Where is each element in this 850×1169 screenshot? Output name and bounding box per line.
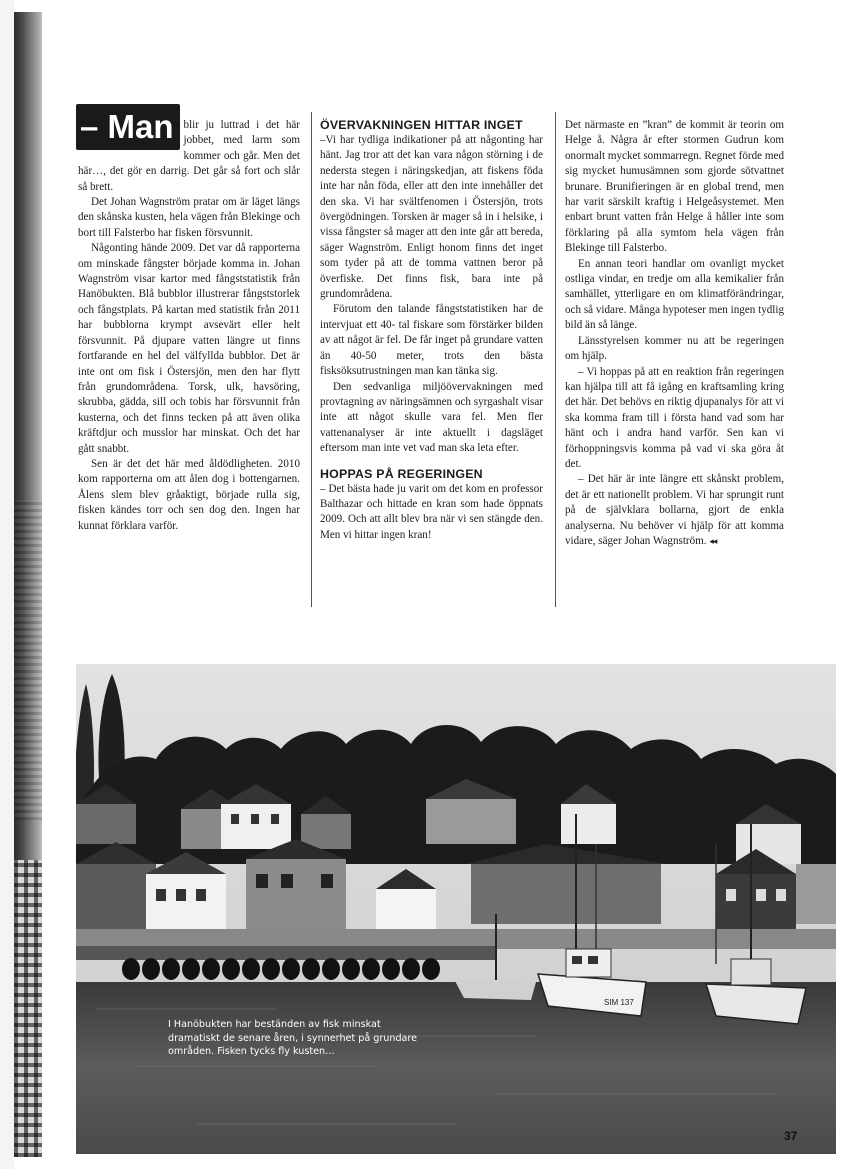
paragraph-text: – Det här är inte längre ett skånskt problem, det är ett nationellt problem. Vi har sprungit runt på de självklara bollarna, gjort de enkla analyserna. Nu behöver vi hjälp för att komma vidare, säger Johan Wagnström. (565, 473, 784, 547)
column-divider (555, 112, 556, 607)
paragraph: Det Johan Wagnström pratar om är läget längs den skånska kusten, hela vägen från Blekinge och bort till Falsterbo har fisken försvunnit. (78, 196, 300, 239)
column-divider (311, 112, 312, 607)
boat-number: SIM 137 (604, 998, 634, 1007)
page-margin (0, 0, 14, 1169)
binding-shadow (14, 500, 42, 820)
caption-line: I Hanöbukten har beständen av fisk minskat (168, 1019, 381, 1030)
article-column-3 (565, 118, 784, 549)
paragraph: –Vi har tydliga indikationer på att någonting har hänt. Jag tror att det kan vara någon störning i de nedersta stegen i näringskedjan, att fiskens föda inte har nån föda, eller att den inte innehåller det den ska. Vi har svältfenomen i Östersjön, trots övergödningen. Torsken är mager så in i helsike, i vissa fångster så mager att den inte går att bereda, säger Wagnström. Enligt honom finns det inget som tyder på att de tomma vattnen beror på överfiske. Det finns fisk, bara inte på grundområdena. (320, 134, 543, 301)
paragraph: – Vi hoppas på att en reaktion från regeringen kan hjälpa till att få igång en kraftsamling kring det här. Det behövs en riktig djupanalys för att vi ska komma fram till i första hand vad som har hänt och i andra hand varför. Sen kan vi förhoppningsvis komma på vad vi ska göra åt det. (565, 365, 784, 470)
harbor-illustration (76, 664, 836, 1154)
caption-line: områden. Fisken tycks fly kusten… (168, 1046, 335, 1058)
paragraph: Någonting hände 2009. Det var då rapporterna om minskade fångster började komma in. Johan Wagnström visar kartor med fångststatistik från Hanöbukten. Blå bubblor illustrerar fångststorlek och fångstplats. På kartan med statistik från 2011 har bubblorna krympt avsevärt eller helt försvunnit. På djupare vatten längre ut finns fortfarande en hel del välfyllda bubblor. Det är inte ont om fisk i Östersjön, men den har flytt från grundområdena. Torsk, ulk, havsöring, skrubba, gädda, sill och tobis har försvunnit från kusterna, och det finns tecken på att även olika kräftdjur och musslor har minskat. Och det har gått snabbt. (78, 242, 300, 455)
paragraph: Förutom den talande fångststatistiken har de intervjuat ett 40- tal fiskare som förstärker bilden av att något är fel. De får inget på grundare vatten än 40-50 meter, trots den bästa fisksöksutrustningen man kan tänka sig. (320, 303, 543, 378)
end-mark: ◂◂ (709, 535, 717, 546)
section-heading: HOPPAS PÅ REGERINGEN (320, 466, 483, 481)
paragraph: – Det bästa hade ju varit om det kom en professor Balthazar och hittade en kran som hade öppnats 2009. Och att allt blev bra när vi sen stängde den. Men vi hittar ingen kran! (320, 482, 543, 541)
binding-pattern (14, 860, 42, 1157)
article-column-1 (78, 108, 300, 534)
section-heading: ÖVERVAKNINGEN HITTAR INGET (320, 118, 523, 132)
paragraph: Den sedvanliga miljöövervakningen med provtagning av näringsämnen och syrgashalt visar inte att något skulle vara fel. Men fler vattenanalyser är inte aktuellt i dagsläget eftersom man inte vet vad man ska leta efter. (320, 380, 543, 455)
paragraph: blir ju luttrad i det här jobbet, med larm som kommer och går. Men det här…, det gör en darrig. Det går så fort och slår så brett. (78, 119, 300, 193)
photo-caption (168, 1018, 458, 1059)
harbor-photo (76, 664, 836, 1154)
paragraph: Sen är det det här med åldödligheten. 2010 kom rapporterna om att ålen dog i bottengarnen. Ålens slem blev gråaktigt, började rulla sig, fisken kändes torr och sen dog den. Ingen har kunnat förklara varför. (78, 457, 300, 532)
paragraph: En annan teori handlar om ovanligt mycket ostliga vindar, en tredje om alla kemikalier från samhället, ytterligare en om klimatförändringar, och så vidare. Många hypoteser men ingen tydlig bild än så länge. (565, 257, 784, 332)
paragraph (565, 472, 784, 549)
page-number: 37 (784, 1129, 798, 1143)
lead-word-box: – Man (76, 104, 180, 150)
paragraph: Det närmaste en ”kran” de kommit är teorin om Helge å. Några år efter stormen Gudrun kom onormalt mycket sommarregn. Regnet förde med sig mycket humusämnen som gjorde sötvattnet brunare. Brunifieringen är en global trend, men har varit särskilt kraftig i Helgeåsystemet. Men enbart brunt vatten från Helge å håller inte som förklaring på alla symtom hela vägen från Blekinge till Falsterbo. (565, 119, 784, 255)
caption-line: dramatiskt de senare åren, i synnerhet på grundare (168, 1032, 418, 1044)
paragraph: Länsstyrelsen kommer nu att be regeringen om hjälp. (565, 334, 784, 363)
article-column-2 (320, 118, 543, 543)
